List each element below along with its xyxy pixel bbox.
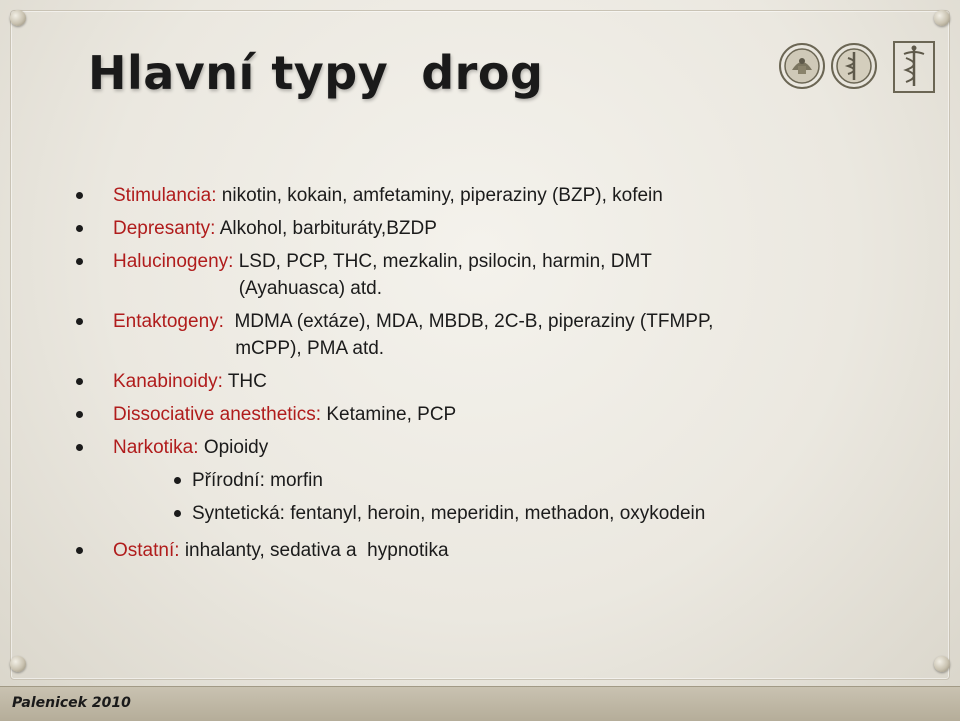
list-item: [76, 308, 916, 362]
item-text: inhalanty, sedativa a hypnotika: [184, 540, 449, 561]
list-item: [76, 537, 916, 564]
bullet-icon: [174, 477, 181, 484]
rivet-icon: [10, 10, 26, 26]
bullet-icon: [174, 510, 181, 517]
list-item: [76, 401, 916, 428]
item-text-continued: (Ayahuasca) atd.: [238, 278, 382, 299]
list-item: [76, 215, 916, 242]
item-label: Entaktogeny:: [113, 311, 224, 332]
list-item: [76, 182, 916, 209]
bullet-icon: [76, 378, 83, 385]
bullet-icon: [76, 318, 83, 325]
bullet-icon: [76, 258, 83, 265]
rivet-icon: [934, 656, 950, 672]
item-label: Stimulancia:: [113, 185, 217, 206]
list-item: [76, 248, 916, 302]
slide-title: Hlavní typy drog: [88, 46, 544, 100]
rivet-icon: [934, 10, 950, 26]
bullet-icon: [76, 225, 83, 232]
item-text: Opioidy: [203, 437, 269, 458]
item-text: MDMA (extáze), MDA, MBDB, 2C-B, piperaziny (TFMPP,: [229, 311, 714, 332]
item-label: Dissociative anesthetics:: [113, 404, 322, 425]
sub-item-text: Syntetická: fentanyl, heroin, meperidin, methadon, oxykodein: [192, 503, 706, 524]
medical-faculty-seal-icon: [830, 42, 878, 90]
list-item: [76, 368, 916, 395]
bullet-icon: [76, 192, 83, 199]
bullet-icon: [76, 547, 83, 554]
item-text-continued: mCPP), PMA atd.: [235, 338, 385, 359]
item-text: Alkohol, barbituráty,BZDP: [219, 218, 437, 239]
caduceus-emblem-icon: [892, 40, 936, 94]
rivet-icon: [10, 656, 26, 672]
bullet-list: [76, 182, 916, 564]
item-text: LSD, PCP, THC, mezkalin, psilocin, harmin, DMT: [238, 251, 652, 272]
footer-credit: Palenicek 2010: [12, 695, 131, 711]
item-label: Depresanty:: [113, 218, 216, 239]
bullet-icon: [76, 444, 83, 451]
university-seal-icon: [778, 42, 826, 90]
item-label: Halucinogeny:: [113, 251, 234, 272]
item-label: Kanabinoidy:: [113, 371, 223, 392]
list-item: [76, 434, 916, 461]
item-text: THC: [227, 371, 267, 392]
bullet-icon: [76, 411, 83, 418]
footer-bar: [0, 686, 960, 721]
item-text: Ketamine, PCP: [326, 404, 457, 425]
sub-list-item: [76, 500, 916, 527]
item-label: Narkotika:: [113, 437, 199, 458]
sub-list-item: [76, 467, 916, 494]
sub-item-text: Přírodní: morfin: [192, 470, 323, 491]
item-label: Ostatní:: [113, 540, 180, 561]
item-text: nikotin, kokain, amfetaminy, piperaziny (BZP), kofein: [221, 185, 663, 206]
